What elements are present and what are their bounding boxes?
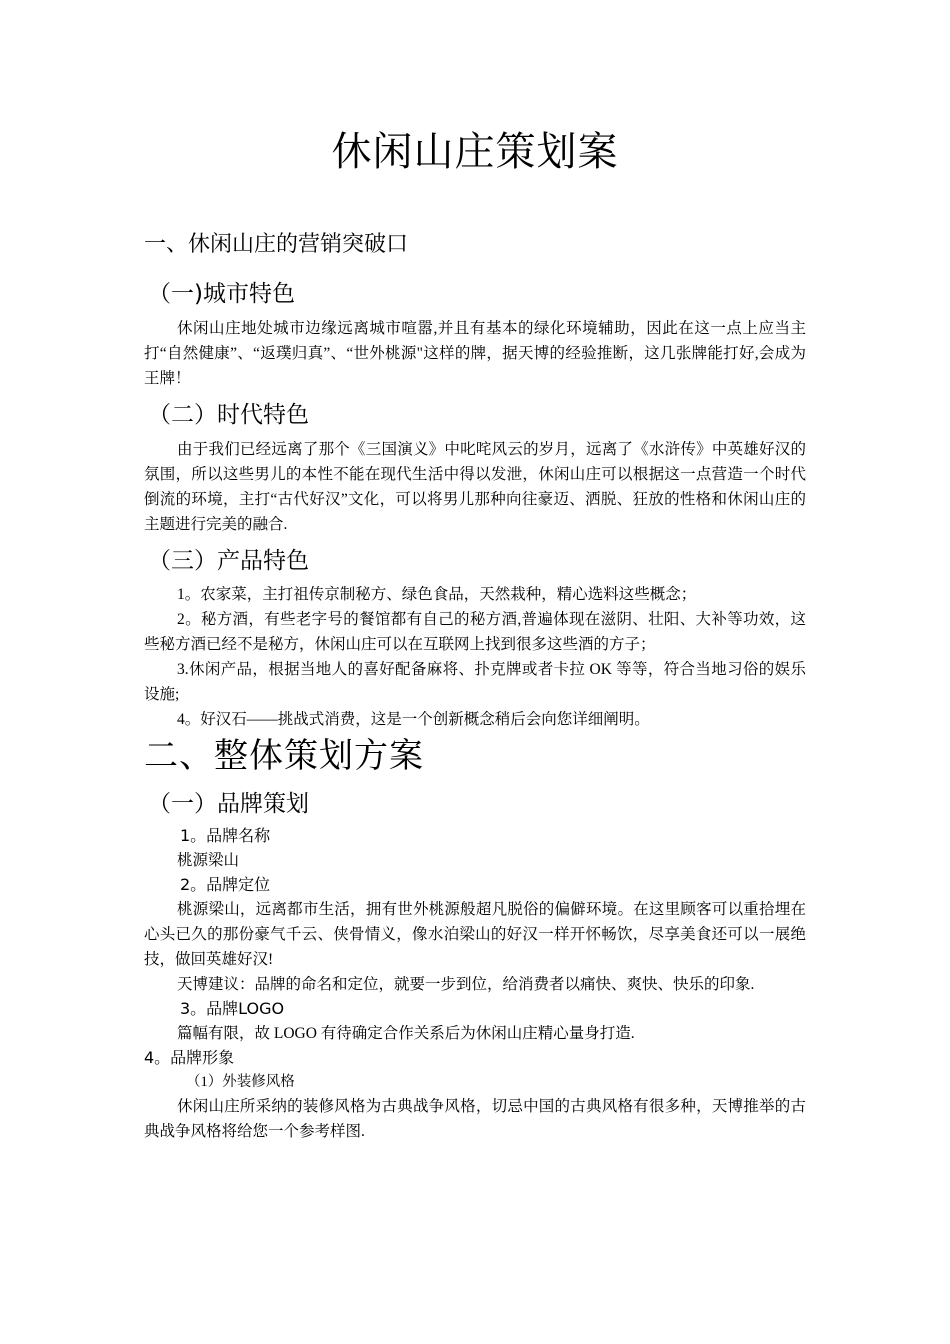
- decoration-style-paragraph: 休闲山庄所采纳的装修风格为古典战争风格，切忌中国的古典风格有很多种，天博推举的古典战争风格将给您一个参考样图.: [144, 1098, 806, 1140]
- document-body: [144, 128, 806, 1144]
- brand-image-heading: 4。品牌形象: [144, 1048, 235, 1067]
- list-item: 4。好汉石——挑战式消费，这是一个创新概念稍后会向您详细阐明。: [177, 711, 650, 728]
- list-item: 2。秘方酒，有些老字号的餐馆都有自己的秘方酒,普遍体现在滋阴、壮阳、大补等功效，这些秘方酒已经不是秘方，休闲山庄可以在互联网上找到很多这些酒的方子；: [144, 611, 806, 653]
- paragraph-city: 休闲山庄地处城市边缘远离城市喧嚣,并且有基本的绿化环境辅助，因此在这一点上应当主打“自然健康”、“返璞归真”、“世外桃源"这样的牌，据天博的经验推断，这几张牌能打好,会成为王牌！: [144, 320, 806, 387]
- paragraph-era: 由于我们已经远离了那个《三国演义》中叱咤风云的岁月，远离了《水浒传》中英雄好汉的氛围，所以这些男儿的本性不能在现代生活中得以发泄，休闲山庄可以根据这一点营造一个时代倒流的环境，主打“古代好汉”文化，可以将男儿那种向往豪迈、洒脱、狂放的性格和休闲山庄的主题进行完美的融合.: [144, 441, 806, 533]
- subsection-heading-product: （三）产品特色: [148, 548, 309, 574]
- document-title: 休闲山庄策划案: [331, 129, 619, 175]
- brand-position-heading: 2。品牌定位: [180, 875, 271, 894]
- list-item: 1。农家菜，主打祖传京制秘方、绿色食品，天然栽种，精心选料这些概念；: [177, 586, 697, 603]
- decoration-style-heading: （1）外装修风格: [186, 1074, 295, 1090]
- list-item: 3.休闲产品，根据当地人的喜好配备麻将、扑克牌或者卡拉 OK 等等，符合当地习俗的娱乐设施;: [144, 661, 806, 703]
- subsection-heading-city: （一)城市特色: [148, 281, 295, 307]
- brand-advice-paragraph: 天博建议：品牌的命名和定位，就要一步到位，给消费者以痛快、爽快、快乐的印象.: [177, 976, 755, 993]
- subsection-heading-era: （二）时代特色: [148, 402, 309, 428]
- section-heading-2: 二、整体策划方案: [144, 736, 424, 776]
- brand-logo-paragraph: 篇幅有限，故 LOGO 有待确定合作关系后为休闲山庄精心量身打造.: [177, 1025, 635, 1042]
- section-heading-1: 一、休闲山庄的营销突破口: [144, 232, 409, 257]
- subsection-heading-brand: （一）品牌策划: [148, 791, 309, 817]
- brand-logo-heading: 3。品牌LOGO: [180, 999, 285, 1018]
- brand-position-paragraph: 桃源梁山，远离都市生活，拥有世外桃源般超凡脱俗的偏僻环境。在这里顾客可以重拾埋在心头已久的那份豪气千云、侠骨情义，像水泊梁山的好汉一样开怀畅饮，尽享美食还可以一展绝技，做回英雄好汉!: [144, 901, 806, 968]
- brand-name-heading: 1。品牌名称: [180, 826, 271, 845]
- brand-name-text: 桃源梁山: [177, 852, 240, 869]
